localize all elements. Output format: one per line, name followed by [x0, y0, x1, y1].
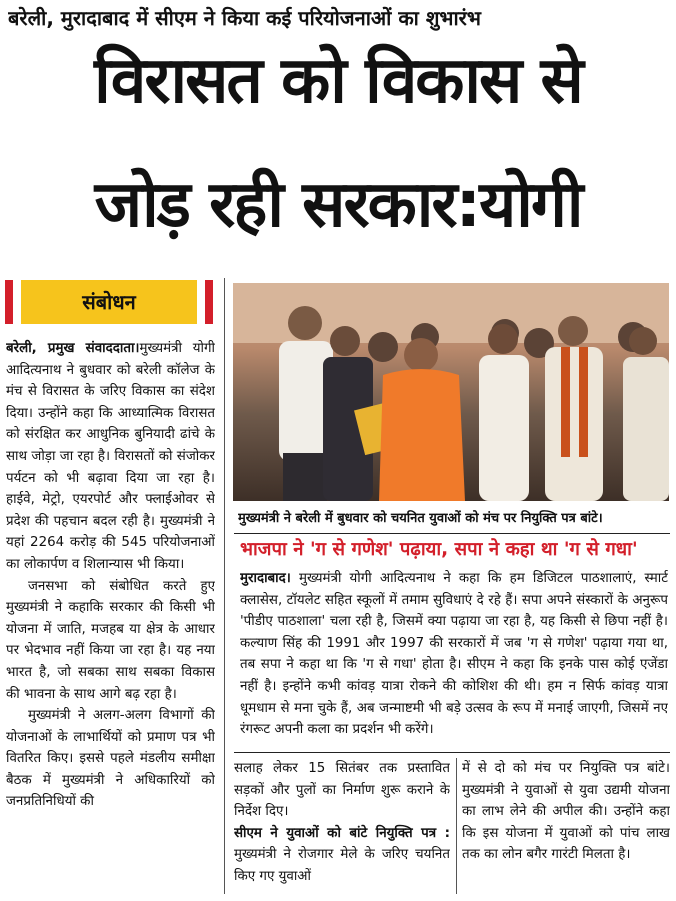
- sub-story-paragraph: [240, 568, 668, 741]
- byline: बरेली, प्रमुख संवाददाता।: [6, 341, 140, 356]
- right-column: [462, 758, 670, 894]
- news-photo: [233, 283, 669, 501]
- left-paragraph-1-text: मुख्यमंत्री योगी आदित्यनाथ ने बुधवार को बरेली कॉलेज के मंच से विरासत के जरिए विकास का संदेश दिया। उन्होंने कहा कि आध्यात्मिक विरासत को संरक्षित कर आधुनिक बुनियादी ढांचे के साथ जोड़ा जा रहा है। विरासतों को संजोकर पर्यटन को भी बढ़ावा दिया जा रहा है। हाईवे, मेट्रो, एयरपोर्ट और फ्लाईओवर से प्रदेश की पहचान बदल रही है। मुख्यमंत्री ने यहां 2264 करोड़ की 545 परियोजनाओं का लोकार्पण व शिलान्यास भी किया।: [6, 341, 215, 572]
- headline-line-2: जोड़ रही सरकार:योगी: [94, 168, 582, 242]
- column-divider-2: [456, 758, 457, 894]
- middle-subhead: सीएम ने युवाओं को बांटे नियुक्ति पत्र :: [234, 825, 450, 841]
- middle-column: [234, 758, 450, 894]
- middle-paragraph-2-text: मुख्यमंत्री ने रोजगार मेले के जरिए चयनित किए गए युवाओं: [234, 847, 450, 884]
- sub-story-dateline: मुरादाबाद।: [240, 571, 291, 586]
- right-paragraph: में से दो को मंच पर नियुक्ति पत्र बांटे। मुख्यमंत्री ने युवाओं से युवा उद्यमी योजना का लाभ लेने की अपील की। उन्होंने कहा कि इस योजना में युवाओं को पांच लाख तक का लोन बगैर गारंटी मिलता है।: [462, 761, 670, 863]
- column-divider: [224, 278, 225, 894]
- left-paragraph-1: [6, 338, 215, 576]
- person-right-edge: [623, 327, 669, 501]
- person-white-kurta: [479, 324, 529, 501]
- left-paragraph-3: मुख्यमंत्री ने अलग-अलग विभागों की योजनाओं के लाभार्थियों को प्रमाण पत्र भी वितरित किए। इससे पहले मंडलीय समीक्षा बैठक में मुख्यमंत्री ने अधिकारियों को जनप्रतिनिधियों की: [6, 708, 215, 810]
- sub-story-body: [240, 568, 668, 746]
- sub-story-rule: [234, 752, 670, 753]
- section-tag-label: संबोधन: [21, 280, 197, 324]
- section-tag: [5, 280, 213, 324]
- left-column: [6, 338, 215, 894]
- left-paragraph-2: जनसभा को संबोधित करते हुए मुख्यमंत्री ने कहाकि सरकार की किसी भी योजना में जाति, मजहब या क्षेत्र के आधार पर भेदभाव नहीं किया जा रहा है। यह नया भारत है, जो सबका साथ सबका विकास की भावना के साथ आगे बढ़ रहा है।: [6, 578, 215, 702]
- middle-paragraph-1: सलाह लेकर 15 सितंबर तक प्रस्तावित सड़कों और पुलों का निर्माण शुरू कराने के निर्देश दिए।: [234, 761, 450, 820]
- tag-bar-right: [205, 280, 213, 324]
- tag-bar-left: [5, 280, 13, 324]
- caption-rule: [234, 533, 670, 534]
- person-saffron-robe: [379, 338, 465, 501]
- middle-paragraph-2: [234, 823, 450, 888]
- photo-illustration: [233, 283, 669, 501]
- photo-caption: मुख्यमंत्री ने बरेली में बुधवार को चयनित युवाओं को मंच पर नियुक्ति पत्र बांटे।: [238, 511, 603, 526]
- headline-line-1: विरासत को विकास से: [94, 44, 582, 118]
- sub-story-headline: भाजपा ने 'ग से गणेश' पढ़ाया, सपा ने कहा था 'ग से गधा': [240, 539, 638, 560]
- kicker-line: बरेली, मुरादाबाद में सीएम ने किया कई परियोजनाओं का शुभारंभ: [8, 6, 481, 30]
- sub-story-text: मुख्यमंत्री योगी आदित्यनाथ ने कहा कि हम डिजिटल पाठशालाएं, स्मार्ट क्लासेस, टॉयलेट सहित स्कूलों में तमाम सुविधाएं दे रहे हैं। सपा अपने संस्कारों के अनुरूप 'पीडीए पाठशाला' चला रही है, जिसमें क्या पढ़ाया जा रहा है, यह किसी से छिपा नहीं है। कल्याण सिंह की 1991 और 1997 की सरकारों में जब 'ग से गणेश' पढ़ाया गया था, तब सपा ने कहा था कि 'ग से गधा' होता है। सीएम ने कहा कि इनके पास कोई एजेंडा नहीं है। इन्होंने कभी कांवड़ यात्रा रोकने की कोशिश की थी। हम न सिर्फ कांवड़ यात्रा धूमधाम से मना चुके हैं, अब जन्माष्टमी भी बड़े उत्सव के रूप में मनाई जाएगी, जिसमें नए रंगरूट अपनी कला का प्रदर्शन भी करेंगे।: [240, 571, 668, 738]
